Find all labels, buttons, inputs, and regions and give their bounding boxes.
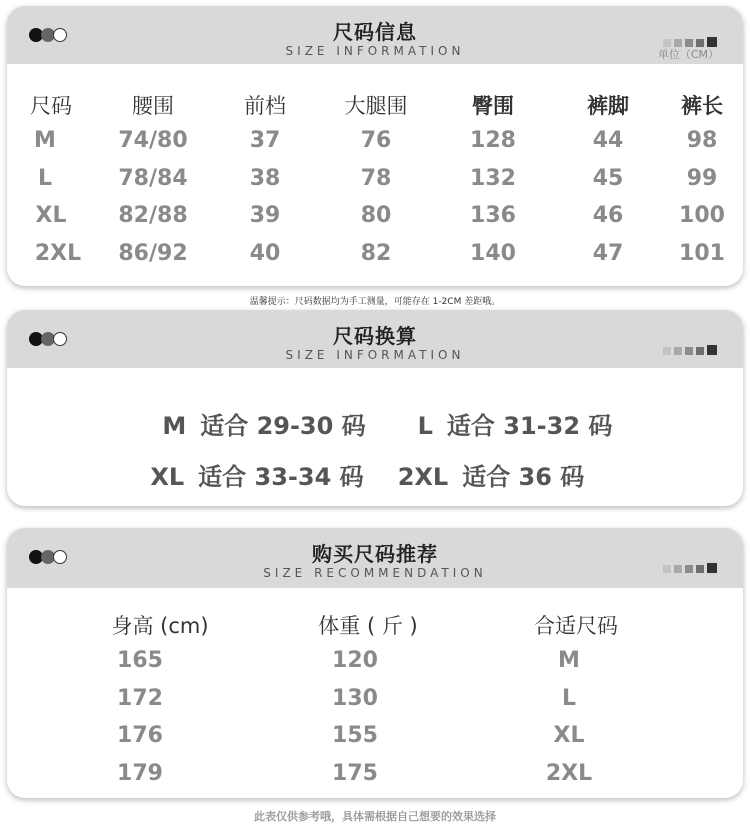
table-cell: 46 [592,203,624,228]
table-cell: 155 [332,723,378,748]
size-table [7,6,743,286]
table-header-cell: 体重 ( 斤 ) [318,614,418,638]
conversion-item [150,457,363,492]
table-cell: 2XL [34,241,82,266]
section-subtitle: SIZE INFORMATION [285,44,465,58]
size-conversion-header [7,310,743,368]
conversion-text: 适合 29-30 码 [200,412,366,440]
table-cell: 176 [117,723,163,748]
table-cell: 86/92 [118,241,188,266]
table-cell: 40 [249,241,281,266]
table-cell: 98 [686,128,718,153]
section-subtitle: SIZE RECOMMENDATION [263,566,487,580]
table-header-cell: 身高 (cm) [111,614,209,638]
table-cell: 38 [249,166,281,191]
conversion-text: 适合 31-32 码 [446,412,613,440]
size-info-card [7,6,743,286]
table-header-cell: 大腿围 [344,94,408,118]
section-title: 尺码信息 [333,20,417,44]
table-cell: 82 [360,241,392,266]
table-cell: 74/80 [118,128,188,153]
recommendation-table [7,528,743,798]
table-cell: 39 [249,203,281,228]
table-cell: 100 [679,203,725,228]
table-cell: 99 [686,166,718,191]
table-cell: 37 [249,128,281,153]
section-subtitle: SIZE INFORMATION [285,348,465,362]
conversion-item [162,406,365,441]
table-cell: M [34,128,56,153]
conversion-size: L [417,412,433,440]
table-cell: 165 [117,648,163,673]
table-cell: 78 [360,166,392,191]
table-cell: M [558,648,580,673]
table-cell: 78/84 [118,166,188,191]
size-conversion-card [7,310,743,506]
table-cell: 76 [360,128,392,153]
table-cell: 136 [470,203,516,228]
table-header-cell: 合适尺码 [534,614,618,638]
table-cell: 44 [592,128,624,153]
table-cell: 101 [679,241,725,266]
footer-note: 此表仅供参考哦，具体需根据自己想要的效果选择 [254,810,496,823]
conversion-item [398,457,585,492]
conversion-size: XL [150,463,185,491]
table-cell: 2XL [545,761,593,786]
conversion-text: 适合 36 码 [462,463,585,491]
decor-squares-icon [660,336,717,355]
table-cell: L [37,166,53,191]
table-header-cell: 臀围 [472,94,514,118]
table-header-cell: 尺码 [30,94,72,118]
section-title: 购买尺码推荐 [312,542,438,566]
table-cell: 179 [117,761,163,786]
table-header-cell: 裤脚 [587,94,629,118]
table-cell: 172 [117,686,163,711]
table-header-cell: 腰围 [132,94,174,118]
unit-label: 单位（CM） [657,48,719,61]
table-cell: 128 [470,128,516,153]
table-cell: XL [553,723,585,748]
table-header-cell: 裤长 [681,94,723,118]
table-cell: 47 [592,241,624,266]
section-title: 尺码换算 [333,324,417,348]
table-cell: 130 [332,686,378,711]
table-cell: 132 [470,166,516,191]
conversion-text: 适合 33-34 码 [198,463,364,491]
table-cell: 140 [470,241,516,266]
table-header-cell: 前档 [244,94,286,118]
table-cell: 82/88 [118,203,188,228]
conversion-size: 2XL [397,463,449,491]
table-cell: XL [35,203,67,228]
size-recommendation-card [7,528,743,798]
measurement-note: 温馨提示：尺码数据均为手工测量，可能存在 1-2CM 差距哦。 [249,297,501,307]
table-cell: 80 [360,203,392,228]
table-cell: L [561,686,577,711]
table-cell: 120 [332,648,378,673]
conversion-item [418,406,613,441]
table-cell: 175 [332,761,378,786]
conversion-size: M [162,412,187,440]
table-cell: 45 [592,166,624,191]
